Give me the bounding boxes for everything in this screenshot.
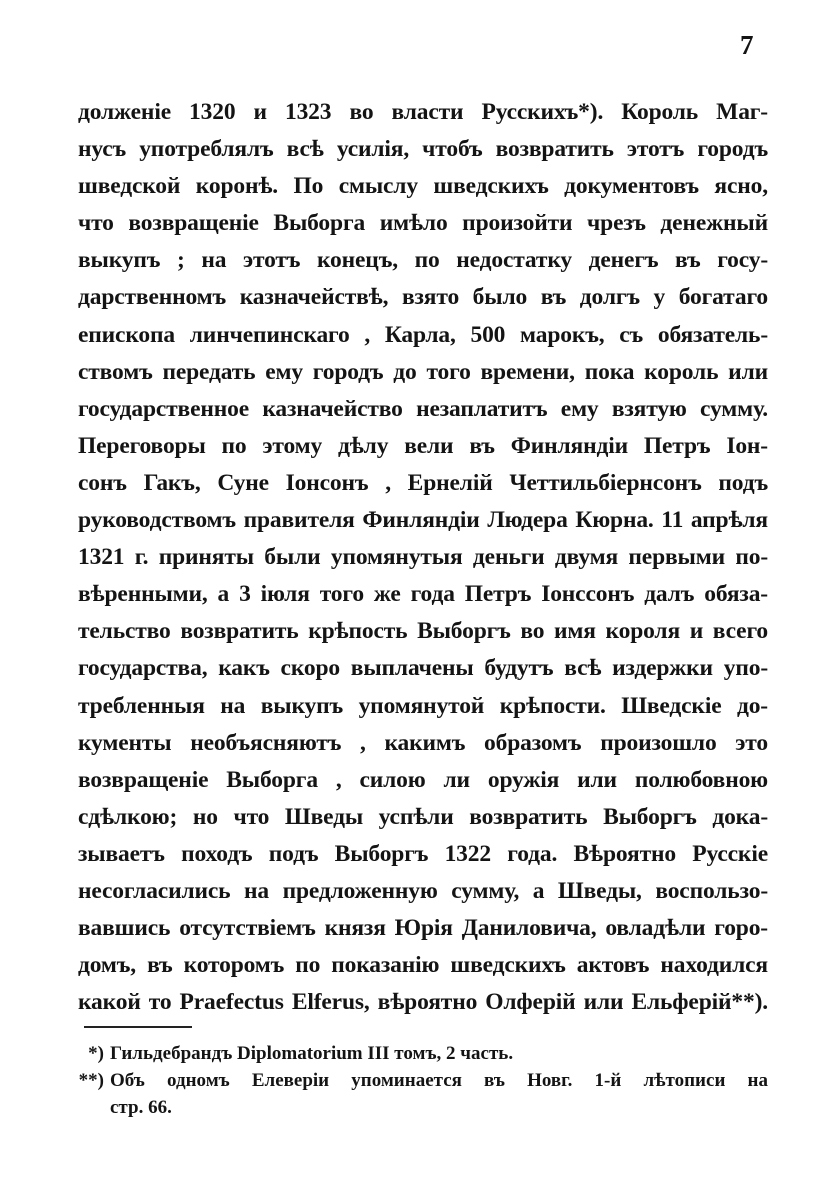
text-line: нусъ употреблялъ всѣ усилія, чтобъ возвратить этотъ городъ	[78, 136, 768, 163]
text-line: тельство возвратить крѣпость Выборгъ во имя короля и всего	[78, 618, 768, 645]
footnote	[78, 1040, 768, 1067]
text-line: вѣренными, а 3 іюля того же года Петръ Іонссонъ далъ обяза-	[78, 581, 768, 608]
text-line: сонъ Гакъ, Суне Іонсонъ , Ернелій Четтильбіернсонъ подъ	[78, 469, 768, 496]
text-line: требленныя на выкупъ упомянутой крѣпости. Шведскіе до-	[78, 692, 768, 719]
text-line: выкупъ ; на этотъ конецъ, по недостатку денегъ въ госу-	[78, 247, 768, 274]
text-line: 1321 г. приняты были упомянутыя деньги двумя первыми по-	[78, 544, 768, 571]
text-line: государства, какъ скоро выплачены будутъ всѣ издержки упо-	[78, 655, 768, 682]
text-line: кументы необъясняютъ , какимъ образомъ произошло это	[78, 729, 768, 756]
footnote-text: стр. 66.	[110, 1097, 172, 1118]
text-line: дарственномъ казначействѣ, взято было въ долгъ у богатаго	[78, 284, 768, 311]
text-line: епископа линчепинскаго , Карла, 500 марокъ, съ обязатель-	[78, 321, 768, 348]
body-text	[78, 94, 768, 1021]
text-line: домъ, въ которомъ по показанію шведскихъ актовъ находился	[78, 952, 768, 979]
text-line: что возвращеніе Выборга имѣло произойти чрезъ денежный	[78, 210, 768, 237]
text-line: шведской коронѣ. По смыслу шведскихъ документовъ ясно,	[78, 173, 768, 200]
text-line: долженіе 1320 и 1323 во власти Русскихъ*). Король Маг-	[78, 99, 768, 125]
footnote	[78, 1067, 768, 1094]
footnote-divider	[84, 1026, 192, 1028]
text-line: несогласились на предложенную сумму, а Шведы, воспользо-	[78, 877, 768, 904]
text-line: руководствомъ правителя Финляндіи Людера Кюрна. 11 апрѣля	[78, 507, 768, 534]
footnote-text: Объ одномъ Елеверіи упоминается въ Новг. 1-й лѣтописи на	[110, 1070, 768, 1091]
text-line: сдѣлкою; но что Шведы успѣли возвратить Выборгъ дока-	[78, 803, 768, 830]
text-line: какой то Praefectus Elferus, вѣроятно Олферій или Ельферій**).	[78, 989, 768, 1016]
text-line: государственное казначейство незаплатитъ ему взятую сумму.	[78, 395, 768, 422]
footnote-text: Гильдебрандъ Diplomatorium III томъ, 2 часть.	[110, 1043, 514, 1064]
footnotes	[78, 1040, 768, 1121]
footnote-mark: **)	[78, 1070, 104, 1091]
text-line: зываетъ походъ подъ Выборгъ 1322 года. Вѣроятно Русскіе	[78, 840, 768, 867]
footnote-mark: *)	[88, 1043, 104, 1064]
text-line: возвращеніе Выборга , силою ли оружія или полюбовною	[78, 766, 768, 793]
text-line: ствомъ передать ему городъ до того времени, пока король или	[78, 358, 768, 385]
footnote-continuation	[78, 1094, 768, 1121]
text-line: вавшись отсутствіемъ князя Юрія Даниловича, овладѣли горо-	[78, 915, 768, 942]
page-number: 7	[740, 30, 754, 60]
text-line: Переговоры по этому дѣлу вели въ Финляндіи Петръ Іон-	[78, 432, 768, 459]
